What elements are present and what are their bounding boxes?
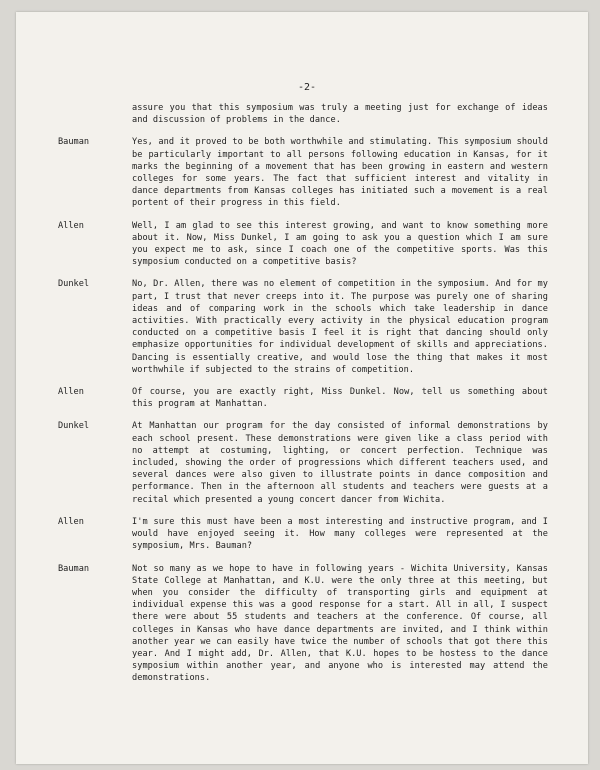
speaker-name: Dunkel: [58, 421, 90, 432]
speaker-name: Dunkel: [58, 279, 90, 290]
speaker-name: Bauman: [58, 137, 90, 148]
speech-text: I'm sure this must have been a most interesting and instructive program, and I would have enjoyed seeing it. How many colleges were represented at the symposium, Mrs. Bauman?: [132, 516, 548, 552]
transcript-entry: [58, 516, 548, 553]
transcript-entry: [58, 136, 548, 209]
transcript: [58, 102, 548, 695]
transcript-entry: [58, 386, 548, 410]
speech-text: assure you that this symposium was truly a meeting just for exchange of ideas and discussion of problems in the dance.: [132, 103, 548, 126]
speech-text: At Manhattan our program for the day consisted of informal demonstrations by each school present. These demonstrations were given like a class period with no attempt at costuming, lighting, or concert perfection. Technique was included, showing the order of progressions which different teachers used, and several dances were also given to illustrate points in dance composition and performance. Then in the afternoon all students and teachers were guests at a recital which presented a young concert dancer from Wichita.: [132, 421, 548, 505]
transcript-entry: [58, 102, 548, 126]
speaker-name: Allen: [58, 387, 84, 398]
page-number: -2-: [298, 82, 317, 93]
speaker-name: Allen: [58, 220, 84, 231]
transcript-entry: [58, 420, 548, 505]
speech-text: Well, I am glad to see this interest growing, and want to know something more about it. Now, Miss Dunkel, I am going to ask you a question which I am sure you expect me to ask, since I coach one of the competitive sports. Was this symposium conducted on a competitive basis?: [132, 220, 548, 268]
speaker-name: Allen: [58, 516, 84, 527]
transcript-entry: [58, 278, 548, 376]
speaker-name: Bauman: [58, 563, 90, 574]
speech-text: No, Dr. Allen, there was no element of competition in the symposium. And for my part, I trust that never creeps into it. The purpose was purely one of sharing ideas and of comparing work in the schools which take leadership in dance activities. With practically every activity in the physical education program conducted on a competitive basis I feel it is right that dancing should only emphasize opportunities for individual development of skills and appreciations. Dancing is essentially creative, and would lose the thing that makes it most worthwhile if subjected to the strains of competition.: [132, 279, 548, 375]
speech-text: Not so many as we hope to have in following years - Wichita University, Kansas State College at Manhattan, and K.U. were the only three at this meeting, but when you consider the difficulty of transporting girls and equipment at individual expense this was a good response for a start. All in all, I suspect there were about 55 students and teachers at the conference. Of course, all colleges in Kansas who have dance departments are invited, and I think within another year we can easily have twice the number of schools that got there this year. And I might add, Dr. Allen, that K.U. hopes to be hostess to the dance symposium within another year, and anyone who is interested may attend the demonstrations.: [132, 563, 548, 684]
transcript-entry: [58, 220, 548, 269]
transcript-entry: [58, 563, 548, 685]
document-page: [16, 12, 588, 764]
speech-text: Of course, you are exactly right, Miss Dunkel. Now, tell us something about this program at Manhattan.: [132, 387, 548, 410]
speech-text: Yes, and it proved to be both worthwhile and stimulating. This symposium should be particularly important to all persons following education in Kansas, for it marks the beginning of a movement that has been growing in eastern and western colleges for some years. The fact that sufficient interest and vitality in dance departments from Kansas colleges has initiated such a movement is a real portent of their progress in this field.: [132, 137, 548, 209]
